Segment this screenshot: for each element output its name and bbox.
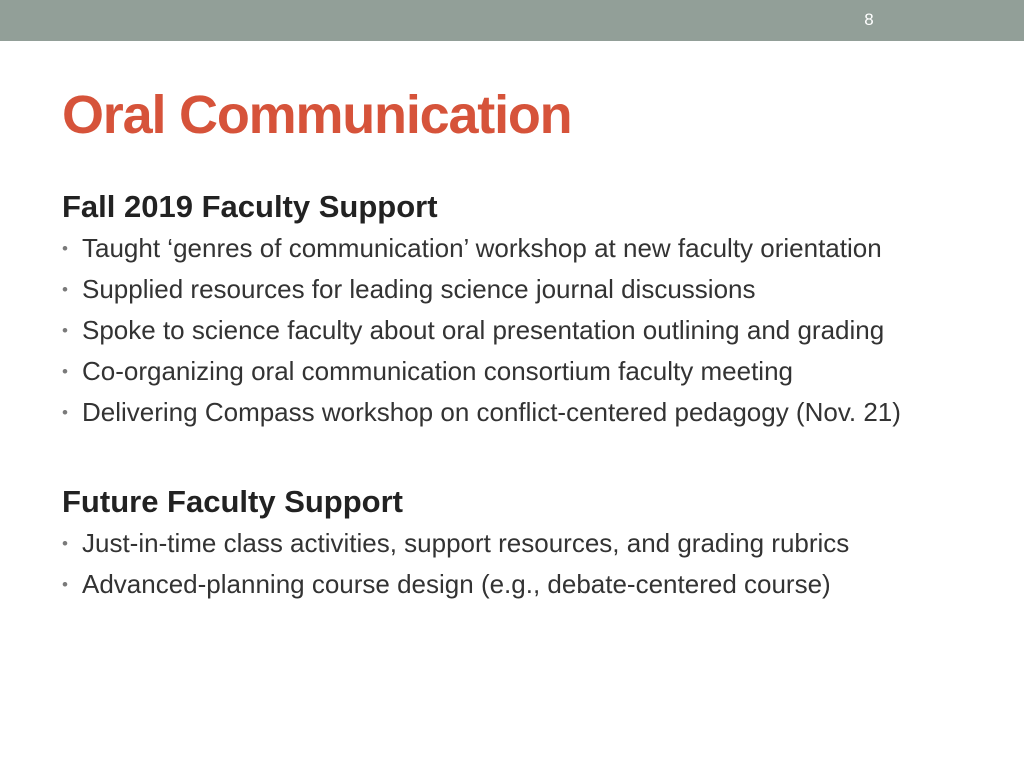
bullet-item — [62, 523, 1002, 564]
slide-number: 8 — [864, 10, 874, 29]
bullet-icon: • — [62, 403, 68, 422]
bullet-text: Delivering Compass workshop on conflict-centered pedagogy (Nov. 21) — [82, 397, 901, 427]
section-heading: Future Faculty Support — [62, 484, 403, 519]
bullet-item — [62, 392, 1002, 433]
bullet-icon: • — [62, 280, 68, 299]
bullet-text: Just-in-time class activities, support resources, and grading rubrics — [82, 528, 850, 558]
bullet-icon: • — [62, 362, 68, 381]
bullet-text: Supplied resources for leading science journal discussions — [82, 274, 756, 304]
bullet-icon: • — [62, 534, 68, 553]
slide-header-bar — [0, 0, 1024, 41]
bullet-text: Advanced-planning course design (e.g., debate-centered course) — [82, 569, 831, 599]
bullet-item — [62, 310, 1002, 351]
bullet-list — [62, 228, 1002, 433]
bullet-list — [62, 523, 1002, 605]
bullet-item — [62, 564, 1002, 605]
bullet-text: Taught ‘genres of communication’ workshop at new faculty orientation — [82, 233, 882, 263]
section-future-faculty-support — [62, 481, 1002, 605]
bullet-icon: • — [62, 575, 68, 594]
bullet-text: Spoke to science faculty about oral presentation outlining and grading — [82, 315, 885, 345]
bullet-item — [62, 351, 1002, 392]
bullet-icon: • — [62, 321, 68, 340]
bullet-item — [62, 228, 1002, 269]
section-heading: Fall 2019 Faculty Support — [62, 189, 438, 224]
bullet-item — [62, 269, 1002, 310]
slide-title: Oral Communication — [62, 85, 572, 145]
bullet-text: Co-organizing oral communication consortium faculty meeting — [82, 356, 793, 386]
section-fall-2019-faculty-support — [62, 186, 1002, 433]
bullet-icon: • — [62, 239, 68, 258]
